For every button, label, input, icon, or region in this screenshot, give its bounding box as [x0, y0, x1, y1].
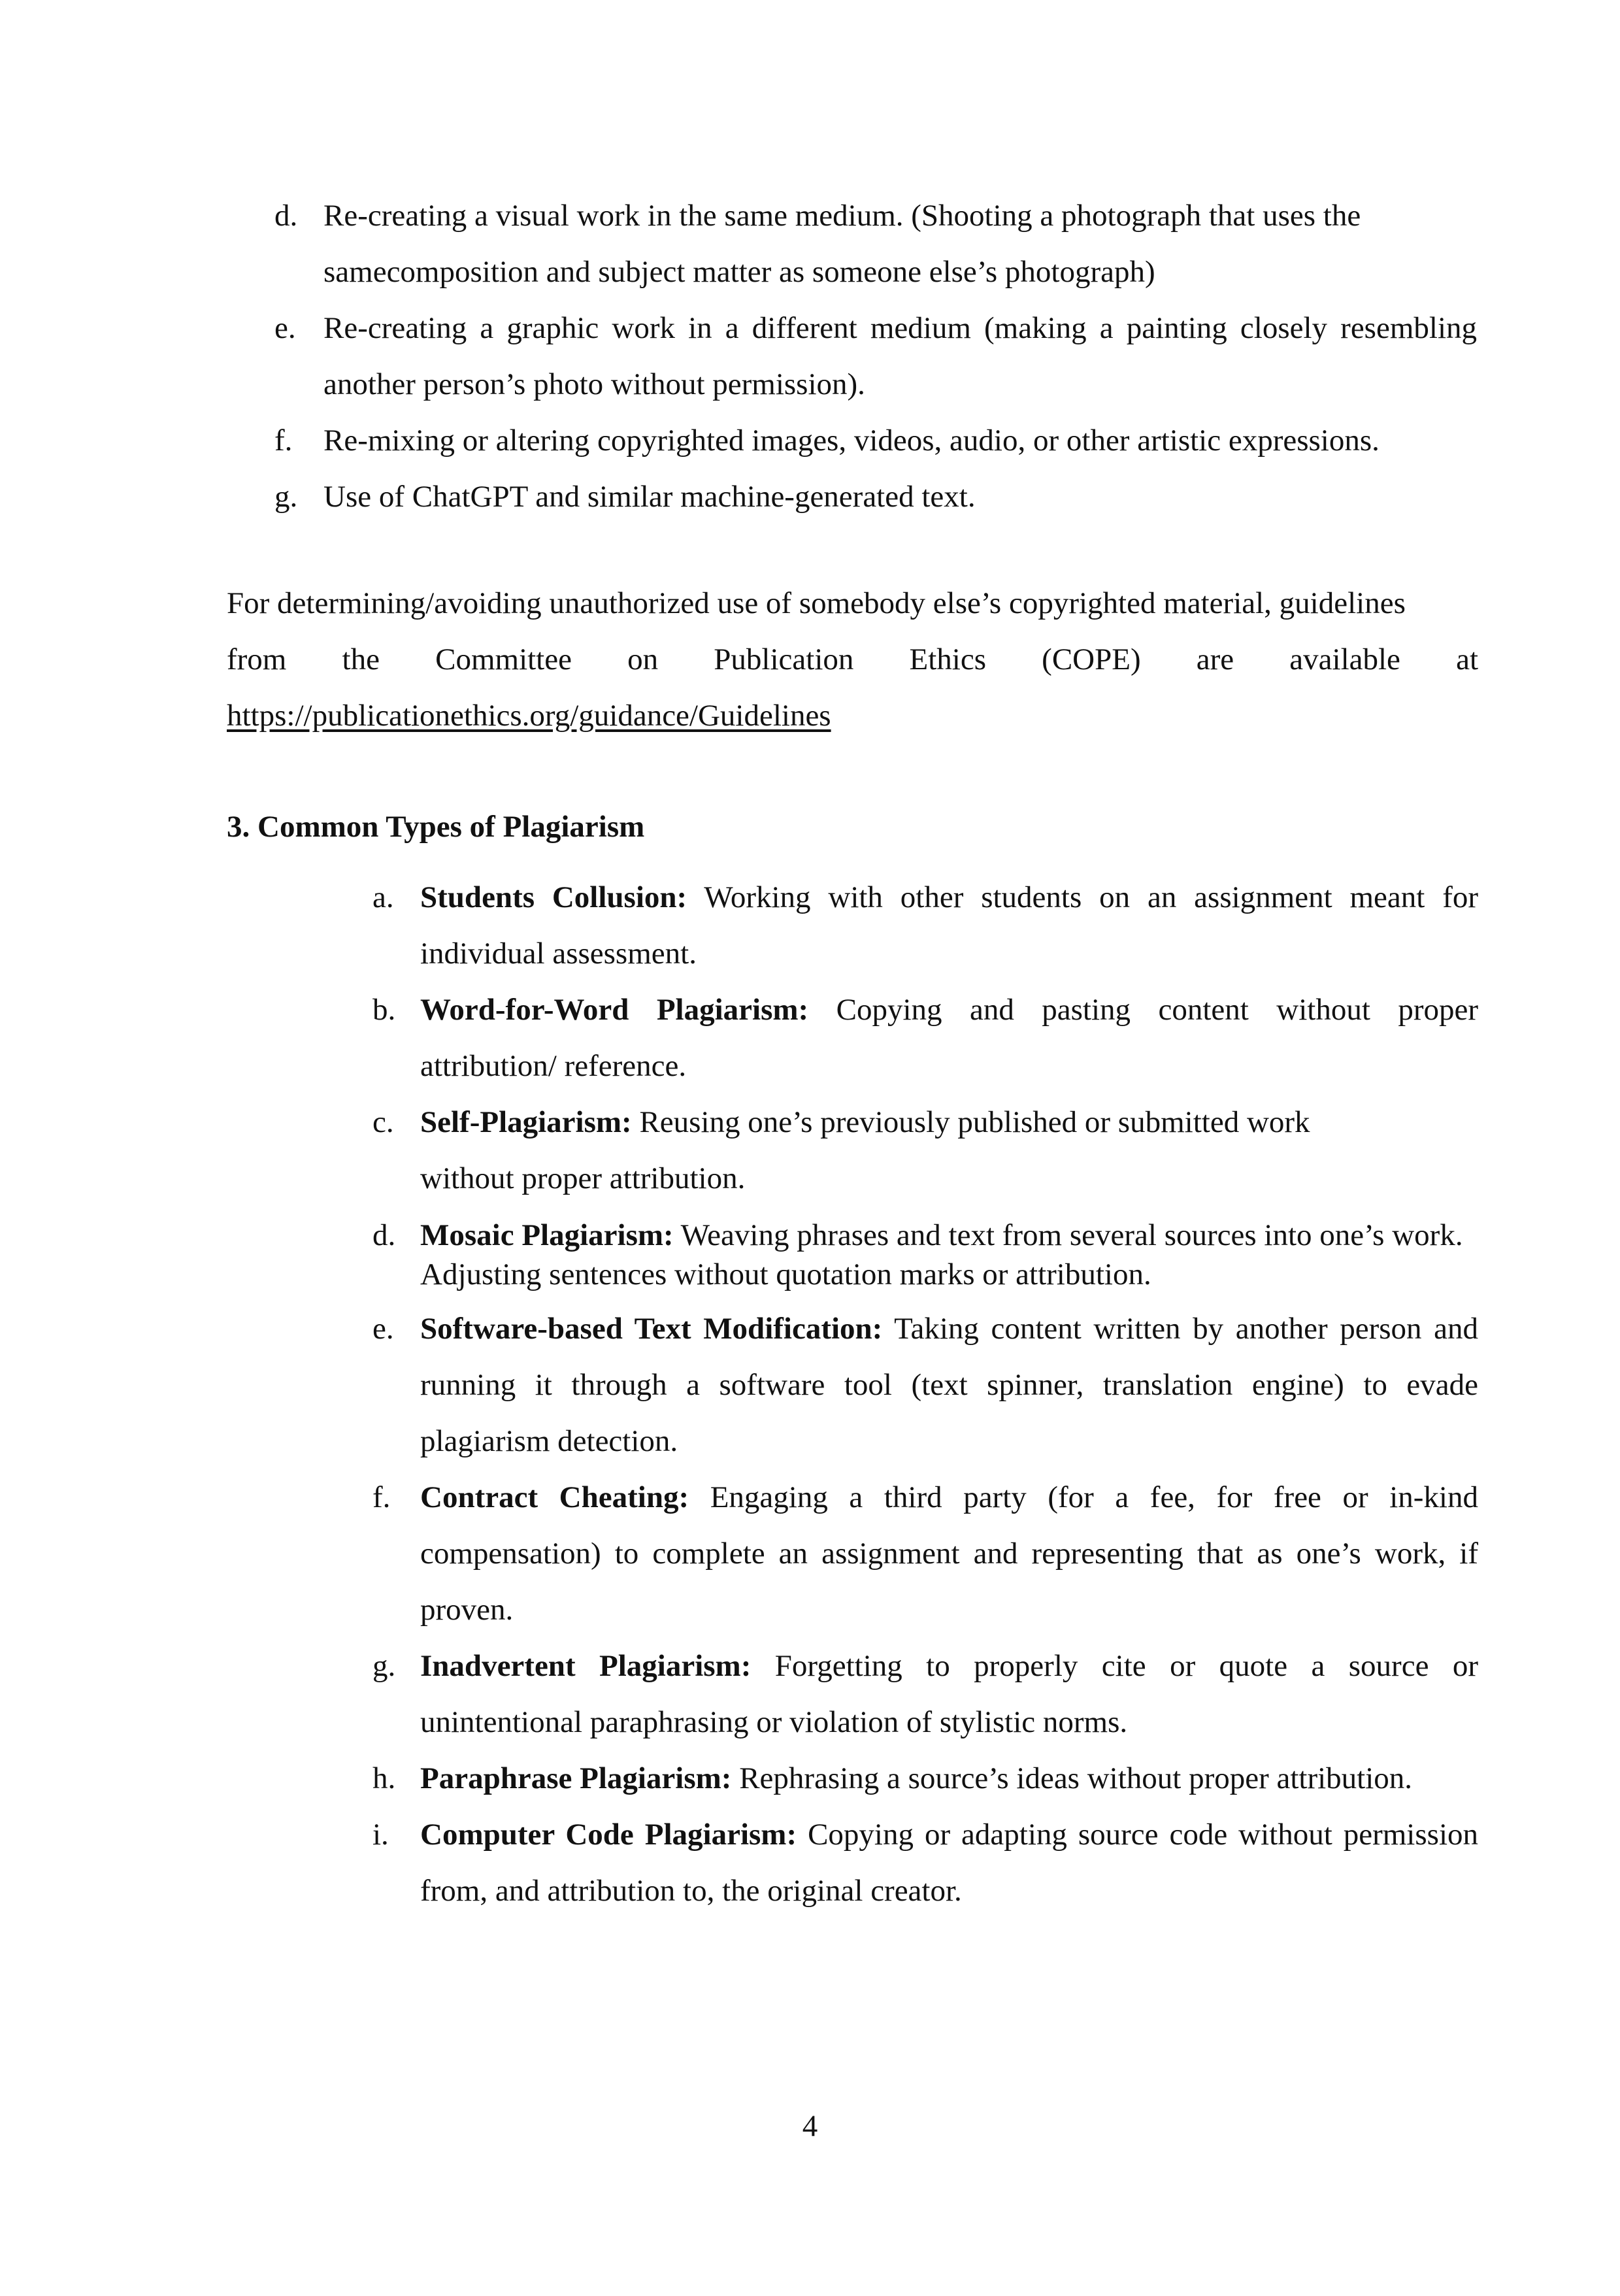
list-item-text	[420, 1638, 1478, 1750]
list-item-text	[420, 982, 1478, 1094]
definition: Rephrasing a source’s ideas without proper attribution.	[739, 1761, 1413, 1795]
term: Self-Plagiarism:	[420, 1105, 632, 1139]
definition: Taking content written by another person and running it through a software tool (text spinner, translation engine) to evade plagiarism detection.	[420, 1312, 1478, 1458]
list-item-text	[420, 1750, 1478, 1806]
paragraph-line: from the Committee on Publication Ethics (COPE) are available at	[227, 642, 1478, 676]
term: Word-for-Word Plagiarism:	[420, 993, 809, 1027]
list-item	[274, 469, 1477, 525]
list-item	[274, 188, 1477, 300]
list-marker: i.	[372, 1818, 389, 1852]
list-marker: c.	[372, 1105, 394, 1139]
list-marker: e.	[372, 1312, 394, 1346]
list-item-text	[420, 1206, 1478, 1301]
definition: Working with other students on an assignment meant for individual assessment.	[420, 880, 1478, 971]
list-marker: g.	[372, 1649, 396, 1683]
list-item-text: Re-mixing or altering copyrighted images, videos, audio, or other artistic expressions.	[323, 424, 1380, 458]
list-item	[372, 1469, 1478, 1638]
list-item	[274, 300, 1477, 412]
list-marker: e.	[274, 311, 296, 345]
list-item-text	[420, 1094, 1478, 1206]
list-item	[372, 1301, 1478, 1469]
definition: Copying and pasting content without proper attribution/ reference.	[420, 993, 1478, 1083]
list-marker: f.	[372, 1480, 391, 1514]
term: Paraphrase Plagiarism:	[420, 1761, 732, 1795]
plagiarism-types-list	[372, 869, 1478, 1919]
term: Mosaic Plagiarism:	[420, 1218, 674, 1252]
paragraph-line: For determining/avoiding unauthorized use of somebody else’s copyrighted material, guidelines	[227, 586, 1406, 620]
term: Computer Code Plagiarism:	[420, 1818, 797, 1852]
list-item-text	[420, 1806, 1478, 1919]
list-marker: g.	[274, 480, 298, 514]
definition: Copying or adapting source code without permission from, and attribution to, the original creator.	[420, 1818, 1479, 1908]
term: Contract Cheating:	[420, 1480, 689, 1514]
list-item	[372, 982, 1478, 1094]
definition: Weaving phrases and text from several sources into one’s work. Adjusting sentences without quotation marks or attribution.	[420, 1218, 1463, 1291]
list-item	[372, 1638, 1478, 1750]
continued-list	[274, 188, 1477, 525]
list-item-text: Re-creating a graphic work in a different medium (making a painting closely resembling another person’s photo without permission).	[323, 311, 1477, 401]
list-item	[372, 1206, 1478, 1301]
list-marker: a.	[372, 880, 394, 914]
paragraph-link-line	[227, 688, 1478, 744]
term: Inadvertent Plagiarism:	[420, 1649, 752, 1683]
list-marker: f.	[274, 424, 293, 458]
definition: Reusing one’s previously published or submitted work without proper attribution.	[420, 1105, 1310, 1195]
term: Students Collusion:	[420, 880, 687, 914]
list-item	[372, 869, 1478, 982]
list-item	[372, 1806, 1478, 1919]
list-item-text: Re-creating a visual work in the same medium. (Shooting a photograph that uses the samecomposition and subject matter as someone else’s photograph)	[323, 199, 1361, 289]
list-marker: d.	[274, 199, 298, 233]
cope-guidelines-paragraph	[227, 575, 1478, 744]
list-marker: h.	[372, 1761, 396, 1795]
list-item	[372, 1750, 1478, 1806]
list-item-text	[420, 1301, 1478, 1469]
page-number: 4	[802, 2109, 818, 2143]
list-item-text	[420, 869, 1478, 982]
list-item-text	[420, 1469, 1478, 1638]
list-item	[372, 1094, 1478, 1206]
list-marker: d.	[372, 1218, 396, 1252]
definition: Engaging a third party (for a fee, for free or in-kind compensation) to complete an assignment and representing that as one’s work, if proven.	[420, 1480, 1478, 1627]
list-marker: b.	[372, 993, 396, 1027]
definition: Forgetting to properly cite or quote a source or unintentional paraphrasing or violation of stylistic norms.	[420, 1649, 1478, 1739]
term: Software-based Text Modification:	[420, 1312, 883, 1346]
section-heading: 3. Common Types of Plagiarism	[227, 810, 645, 844]
list-item	[274, 412, 1477, 469]
list-item-text: Use of ChatGPT and similar machine-generated text.	[323, 480, 976, 514]
cope-guidelines-link[interactable]: https://publicationethics.org/guidance/Guidelines	[227, 699, 831, 733]
